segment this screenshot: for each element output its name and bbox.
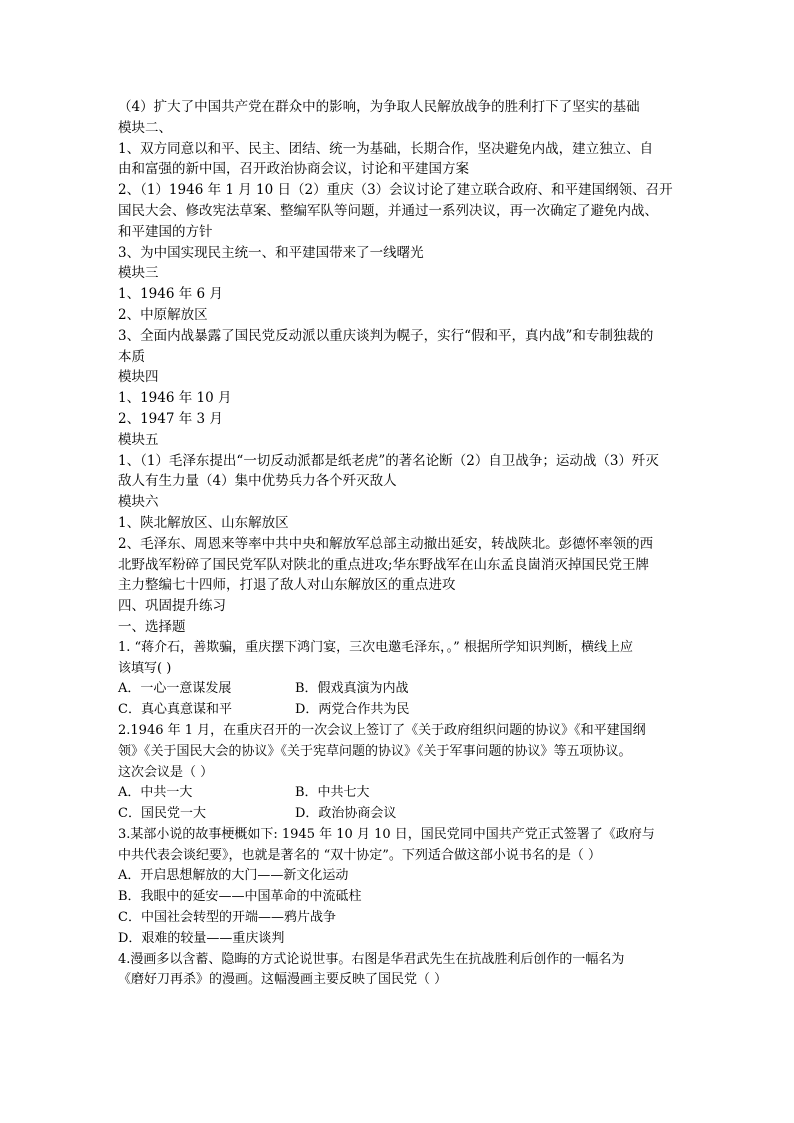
text-line: 2、（1）1946 年 1 月 10 日（2）重庆（3）会议讨论了建立联合政府、和平建国纲领、召开 [118,182,673,199]
answer-page [118,97,678,991]
text-line: 1、1946 年 10 月 [118,390,232,407]
section-heading: 四、巩固提升练习 [118,598,226,615]
question-3 [118,825,678,950]
section-heading: 模块六 [118,494,159,511]
options-row [118,700,678,721]
question-text: 领》《关于国民大会的协议》《关于宪草问题的协议》《关于军事问题的协议》等五项协议。 [118,743,632,759]
text-line: 和平建国的方针 [118,223,213,240]
text-line: 2、1947 年 3 月 [118,410,223,427]
text-line: 敌人有生力量（4）集中优势兵力各个歼灭敌人 [118,473,397,490]
section-heading: 模块二、 [118,119,172,136]
text-line: 本质 [118,348,145,365]
text-line: 国民大会、修改宪法草案、整编军队等问题，并通过一系列决议，再一次确定了避免内战、 [118,202,658,219]
section-heading: 模块四 [118,369,159,386]
text-line: 1、陕北解放区、山东解放区 [118,514,289,531]
text-line: 1、（1）毛泽东提出“一切反动派都是纸老虎”的著名论断（2）自卫战争；运动战（3）歼灭 [118,452,659,469]
option-d: D．两党合作共为民 [295,702,410,718]
question-text: 该填写( ) [118,660,172,676]
options-row [118,783,678,804]
option-b: B．我眼中的延安——中国革命的中流砥柱 [118,889,362,905]
question-text: 中共代表会谈纪要》，也就是著名的 “双十协定”。下列适合做这部小说书名的是（ ） [118,847,602,863]
text-line: 2、中原解放区 [118,306,208,323]
text-line: 北野战军粉碎了国民党军队对陕北的重点进攻;华东野战军在山东孟良崮消灭掉国民党王牌 [118,556,650,573]
options-row [118,679,678,700]
option-a: A．中共一大 [118,785,193,801]
question-text: 1. “蒋介石，善欺骗，重庆摆下鸿门宴，三次电邀毛泽东，。” 根据所学知识判断，横线上应 [118,639,633,655]
text-line: 1、1946 年 6 月 [118,286,223,303]
text-line: 2、毛泽东、周恩来等率中共中央和解放军总部主动撤出延安，转战陕北。彭德怀率领的西 [118,535,654,552]
section-heading: 模块五 [118,431,159,448]
text-line: 3、为中国实现民主统一、和平建国带来了一线曙光 [118,244,424,261]
question-text: 3.某部小说的故事梗概如下: 1945 年 10 月 10 日，国民党同中国共产党正式签署了《政府与 [118,826,655,842]
option-c: C．中国社会转型的开端——鸦片战争 [118,910,336,926]
text-line: 由和富强的新中国，召开政治协商会议，讨论和平建国方案 [118,161,469,178]
option-b: B．假戏真演为内战 [295,681,409,697]
text-line: （4）扩大了中国共产党在群众中的影响，为争取人民解放战争的胜利打下了坚实的基础 [118,99,640,115]
option-c: C．国民党一大 [118,806,206,822]
question-1 [118,638,678,721]
question-text: 2.1946 年 1 月，在重庆召开的一次会议上签订了《关于政府组织问题的协议》《和平建国纲 [118,722,646,738]
option-d: D．政治协商会议 [295,806,397,822]
option-a: A．开启思想解放的大门——新文化运动 [118,868,349,884]
text-line: 主力整编七十四师，打退了敌人对山东解放区的重点进攻 [118,577,456,594]
option-b: B．中共七大 [295,785,370,801]
section-heading: 模块三 [118,265,159,282]
question-text: 这次会议是（ ） [118,764,214,780]
question-text: 4.漫画多以含蓄、隐晦的方式论说世事。右图是华君武先生在抗战胜利后创作的一幅名为 [118,951,625,967]
question-2 [118,721,678,825]
question-4 [118,950,678,992]
text-line: 1、双方同意以和平、民主、团结、统一为基础，长期合作，坚决避免内战，建立独立、自 [118,140,654,157]
section-heading: 一、选择题 [118,618,186,635]
option-c: C．真心真意谋和平 [118,702,232,718]
question-text: 《磨好刀再杀》的漫画。这幅漫画主要反映了国民党（ ） [118,972,448,988]
text-line: 3、全面内战暴露了国民党反动派以重庆谈判为幌子，实行“假和平，真内战”和专制独裁的 [118,327,654,344]
option-d: D．艰难的较量——重庆谈判 [118,930,285,946]
options-row [118,804,678,825]
option-a: A．一心一意谋发展 [118,681,232,697]
